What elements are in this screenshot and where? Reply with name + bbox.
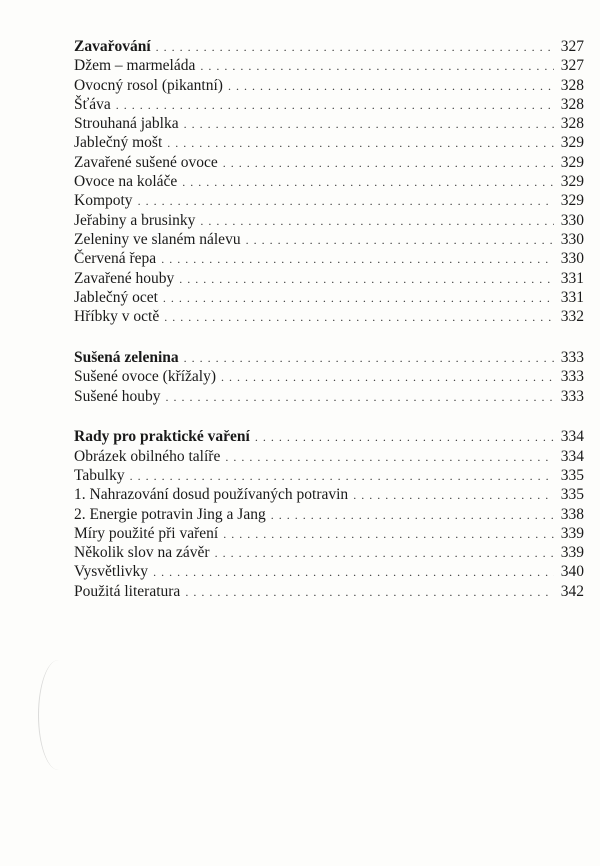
toc-entry — [74, 153, 584, 172]
dot-leader — [116, 96, 554, 115]
toc-entry-title: Ovocný rosol (pikantní) — [74, 76, 223, 94]
toc-entry — [74, 524, 584, 543]
toc-entry — [74, 95, 584, 114]
toc-entry — [74, 56, 584, 75]
dot-leader — [353, 486, 554, 505]
toc-page-number: 333 — [560, 387, 584, 405]
toc-entry — [74, 307, 584, 326]
toc-page-number: 330 — [560, 230, 584, 248]
dot-leader — [246, 231, 554, 250]
dot-leader — [166, 388, 554, 407]
toc-page-number: 339 — [560, 544, 584, 562]
toc-entry-title: Obrázek obilného talíře — [74, 447, 221, 465]
dot-leader — [184, 115, 554, 134]
toc-page-number: 329 — [560, 153, 584, 171]
toc-entry — [74, 447, 584, 466]
toc-page-number: 328 — [560, 95, 584, 113]
toc-section-zavarovani — [74, 37, 584, 326]
toc-heading-title: Sušená zelenina — [74, 348, 179, 366]
toc-page-number: 335 — [560, 466, 584, 484]
toc-entry-title: Ovoce na koláče — [74, 173, 178, 191]
toc-page-number: 339 — [560, 524, 584, 542]
toc-page-number: 333 — [560, 368, 584, 386]
toc-entry — [74, 582, 584, 601]
dot-leader — [255, 428, 554, 447]
toc-entry-title: Několik slov na závěr — [74, 544, 210, 562]
toc-entry — [74, 76, 584, 95]
toc-entry — [74, 114, 584, 133]
toc-page-number: 334 — [560, 447, 584, 465]
dot-leader — [215, 544, 554, 563]
dot-leader — [153, 563, 554, 582]
dot-leader — [138, 192, 554, 211]
toc-entry — [74, 230, 584, 249]
dot-leader — [164, 308, 554, 327]
dot-leader — [200, 212, 554, 231]
toc-entry — [74, 211, 584, 230]
toc-page-number: 334 — [560, 428, 584, 446]
toc-page-number: 329 — [560, 192, 584, 210]
toc-entry-title: Sušené ovoce (křížaly) — [74, 368, 217, 386]
toc-entry-title: Šťáva — [74, 95, 111, 113]
toc-entry-title: Hříbky v octě — [74, 308, 160, 326]
toc-entry — [74, 562, 584, 581]
dot-leader — [223, 154, 554, 173]
dot-leader — [271, 506, 554, 525]
toc-heading-title: Zavařování — [74, 38, 151, 55]
toc-section-heading — [74, 37, 584, 56]
toc-entry-title: 1. Nahrazování dosud používaných potravin — [74, 486, 349, 504]
dot-leader — [156, 38, 554, 57]
toc-entry — [74, 387, 584, 406]
toc-page-number: 340 — [560, 563, 584, 581]
toc-page-number: 331 — [560, 269, 584, 287]
toc-entry — [74, 172, 584, 191]
toc-page-number: 330 — [560, 250, 584, 268]
toc-page-number: 327 — [560, 38, 584, 55]
dot-leader — [185, 583, 554, 602]
toc-entry-title: Kompoty — [74, 192, 133, 210]
toc-entry-title: Sušené houby — [74, 387, 161, 405]
page-smudge — [38, 660, 79, 770]
toc-page-number: 329 — [560, 134, 584, 152]
toc-entry — [74, 249, 584, 268]
toc-page-number: 338 — [560, 505, 584, 523]
toc-section-susena-zelenina — [74, 348, 584, 406]
toc-entry-title: Tabulky — [74, 466, 125, 484]
toc-page-number: 342 — [560, 582, 584, 600]
dot-leader — [167, 134, 554, 153]
toc-page-number: 328 — [560, 115, 584, 133]
dot-leader — [228, 77, 554, 96]
toc-section-heading — [74, 427, 584, 446]
table-of-contents — [74, 37, 584, 623]
toc-page-number: 329 — [560, 173, 584, 191]
toc-page-number: 333 — [560, 348, 584, 366]
dot-leader — [163, 289, 554, 308]
toc-entry — [74, 288, 584, 307]
toc-section-rady — [74, 427, 584, 601]
toc-entry — [74, 505, 584, 524]
dot-leader — [221, 368, 554, 387]
dot-leader — [200, 57, 554, 76]
toc-page-number: 332 — [560, 308, 584, 326]
toc-page-number: 335 — [560, 486, 584, 504]
toc-entry-title: Zeleniny ve slaném nálevu — [74, 230, 241, 248]
dot-leader — [130, 467, 554, 486]
toc-page-number: 327 — [560, 57, 584, 75]
dot-leader — [182, 173, 554, 192]
toc-entry — [74, 191, 584, 210]
toc-entry-title: Vysvětlivky — [74, 563, 149, 581]
toc-entry-title: Džem – marmeláda — [74, 57, 196, 75]
toc-entry-title: Jeřabiny a brusinky — [74, 211, 196, 229]
toc-entry-title: Zavařené houby — [74, 269, 175, 287]
toc-entry — [74, 543, 584, 562]
toc-entry — [74, 269, 584, 288]
toc-entry-title: Jablečný mošt — [74, 134, 163, 152]
toc-entry-title: Použitá literatura — [74, 582, 181, 600]
dot-leader — [225, 448, 554, 467]
toc-page-number: 328 — [560, 76, 584, 94]
toc-entry-title: Zavařené sušené ovoce — [74, 153, 218, 171]
toc-entry-title: Strouhaná jablka — [74, 115, 179, 133]
toc-heading-title: Rady pro praktické vaření — [74, 428, 250, 446]
toc-entry — [74, 466, 584, 485]
toc-entry — [74, 485, 584, 504]
toc-entry-title: Jablečný ocet — [74, 288, 158, 306]
toc-entry — [74, 133, 584, 152]
toc-page-number: 330 — [560, 211, 584, 229]
dot-leader — [179, 270, 554, 289]
toc-section-heading — [74, 348, 584, 367]
toc-page-number: 331 — [560, 288, 584, 306]
dot-leader — [161, 250, 554, 269]
toc-entry-title: Červená řepa — [74, 250, 157, 268]
toc-entry — [74, 367, 584, 386]
toc-entry-title: 2. Energie potravin Jing a Jang — [74, 505, 266, 523]
dot-leader — [184, 349, 554, 368]
toc-entry-title: Míry použité při vaření — [74, 524, 219, 542]
dot-leader — [223, 525, 554, 544]
